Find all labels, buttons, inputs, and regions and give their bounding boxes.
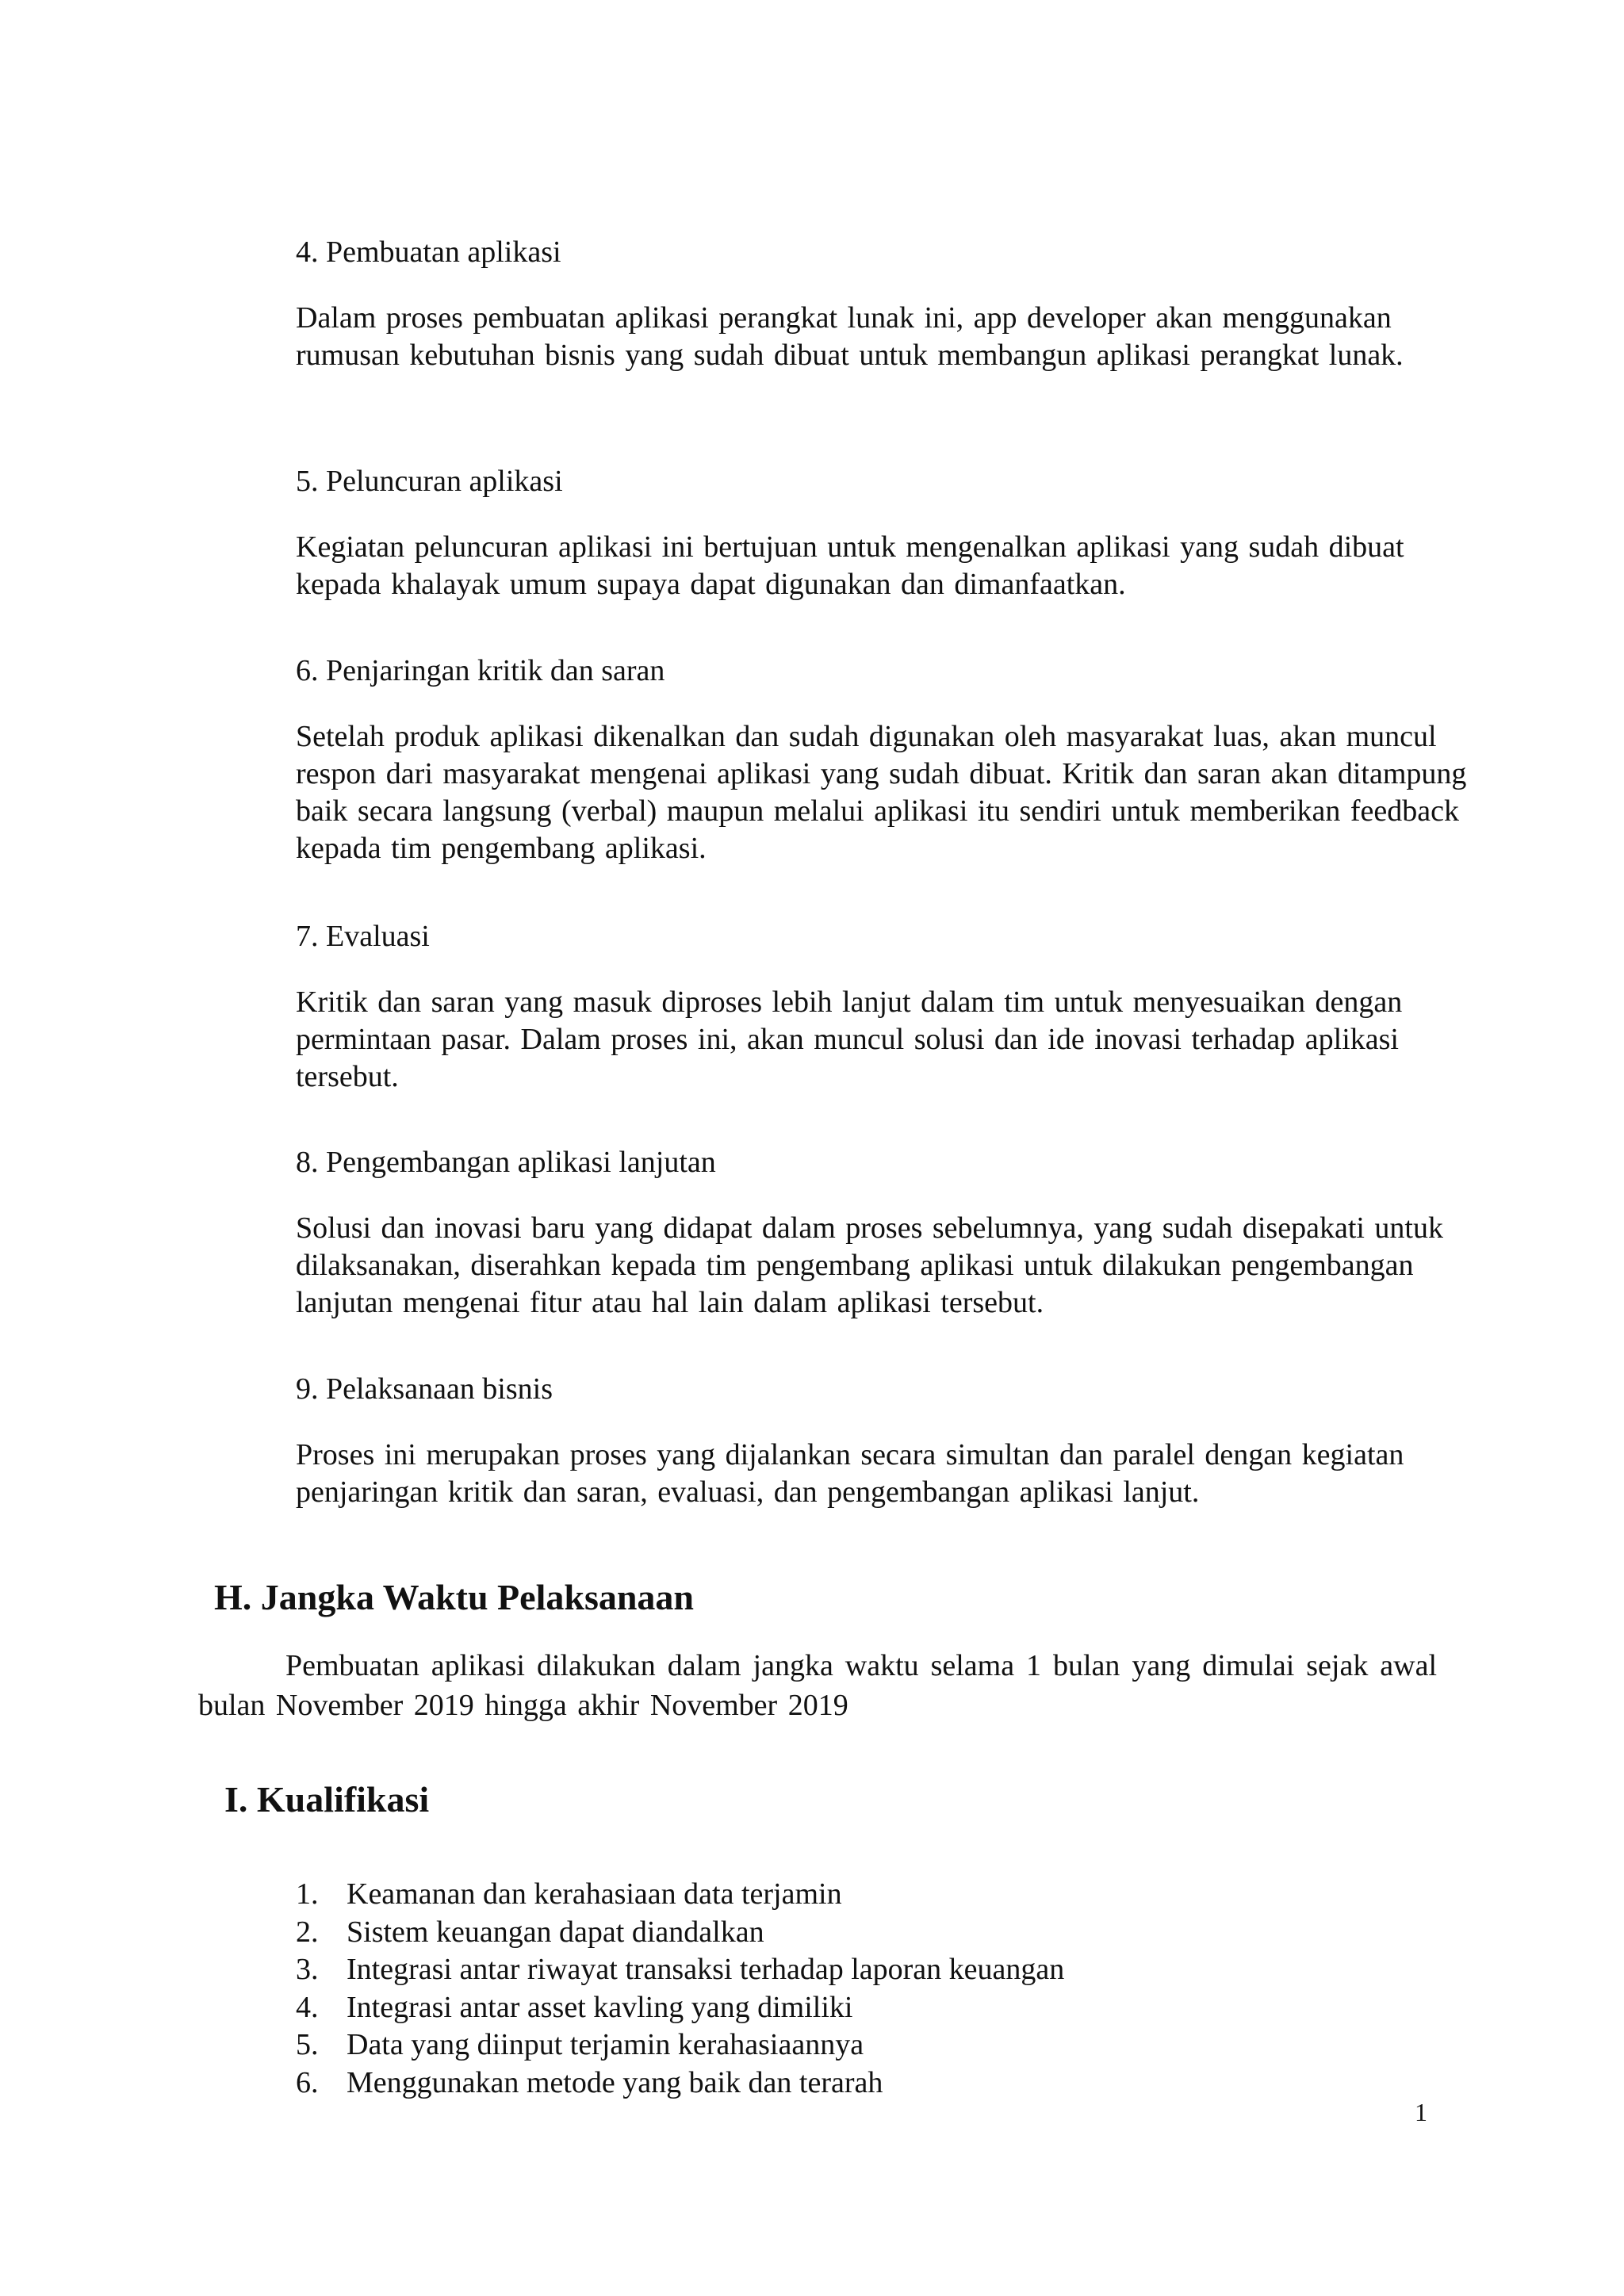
list-number: 3. xyxy=(296,1953,319,1986)
step-title: 5. Peluncuran aplikasi xyxy=(296,465,563,498)
list-text: Menggunakan metode yang baik dan terarah xyxy=(347,2065,883,2099)
list-number: 1. xyxy=(296,1877,319,1911)
step-9 xyxy=(296,1370,1469,1511)
list-number: 5. xyxy=(296,2028,319,2061)
step-body: Proses ini merupakan proses yang dijalankan secara simultan dan paralel dengan kegiatan penjaringan kritik dan saran, evaluasi, dan pengembangan aplikasi lanjut. xyxy=(296,1438,1404,1509)
list-number: 2. xyxy=(296,1915,319,1949)
list-item xyxy=(296,1876,1064,1914)
step-body: Kegiatan peluncuran aplikasi ini bertujuan untuk mengenalkan aplikasi yang sudah dibuat kepada khalayak umum supaya dapat digunakan dan dimanfaatkan. xyxy=(296,530,1404,601)
step-title: 9. Pelaksanaan bisnis xyxy=(296,1372,553,1406)
step-7 xyxy=(296,917,1469,1096)
list-item xyxy=(296,1989,1064,2027)
step-body: Dalam proses pembuatan aplikasi perangkat lunak ini, app developer akan menggunakan rumusan kebutuhan bisnis yang sudah dibuat untuk membangun aplikasi perangkat lunak. xyxy=(296,301,1404,372)
step-4 xyxy=(296,233,1469,374)
list-text: Integrasi antar riwayat transaksi terhadap laporan keuangan xyxy=(347,1953,1065,1986)
list-item xyxy=(296,2064,1064,2103)
step-title: 6. Penjaringan kritik dan saran xyxy=(296,654,665,687)
list-text: Data yang diinput terjamin kerahasiaannya xyxy=(347,2028,864,2061)
step-body: Setelah produk aplikasi dikenalkan dan sudah digunakan oleh masyarakat luas, akan muncul respon dari masyarakat mengenai aplikasi yang sudah dibuat. Kritik dan saran akan ditampung baik secara langsung (verbal) maupun melalui aplikasi itu sendiri untuk memberikan feedback kepada tim pengembang aplikasi. xyxy=(296,720,1467,865)
section-heading-h: H. Jangka Waktu Pelaksanaan xyxy=(214,1577,695,1617)
list-number: 6. xyxy=(296,2065,319,2099)
step-body: Kritik dan saran yang masuk diproses lebih lanjut dalam tim untuk menyesuaikan dengan permintaan pasar. Dalam proses ini, akan muncul solusi dan ide inovasi terhadap aplikasi tersebut. xyxy=(296,985,1403,1093)
list-text: Keamanan dan kerahasiaan data terjamin xyxy=(347,1877,842,1911)
step-title: 7. Evaluasi xyxy=(296,920,430,953)
list-item xyxy=(296,1914,1064,1952)
step-body: Solusi dan inovasi baru yang didapat dalam proses sebelumnya, yang sudah disepakati untuk dilaksanakan, diserahkan kepada tim pengembang aplikasi untuk dilakukan pengembangan lanjutan mengenai fitur atau hal lain dalam aplikasi tersebut. xyxy=(296,1211,1443,1319)
step-6 xyxy=(296,652,1469,867)
step-title: 8. Pengembangan aplikasi lanjutan xyxy=(296,1146,716,1179)
qualification-list xyxy=(296,1876,1064,2102)
list-item xyxy=(296,2026,1064,2064)
step-8 xyxy=(296,1143,1469,1322)
section-paragraph-h: Pembuatan aplikasi dilakukan dalam jangka waktu selama 1 bulan yang dimulai sejak awal bulan November 2019 hingga akhir November 2019 xyxy=(198,1649,1437,1722)
step-5 xyxy=(296,462,1469,603)
list-number: 4. xyxy=(296,1990,319,2024)
page-number: 1 xyxy=(1415,2098,1427,2126)
section-heading-i: I. Kualifikasi xyxy=(224,1779,430,1820)
list-item xyxy=(296,1951,1064,1989)
list-text: Sistem keuangan dapat diandalkan xyxy=(347,1915,764,1949)
step-title: 4. Pembuatan aplikasi xyxy=(296,235,561,269)
list-text: Integrasi antar asset kavling yang dimiliki xyxy=(347,1990,853,2024)
